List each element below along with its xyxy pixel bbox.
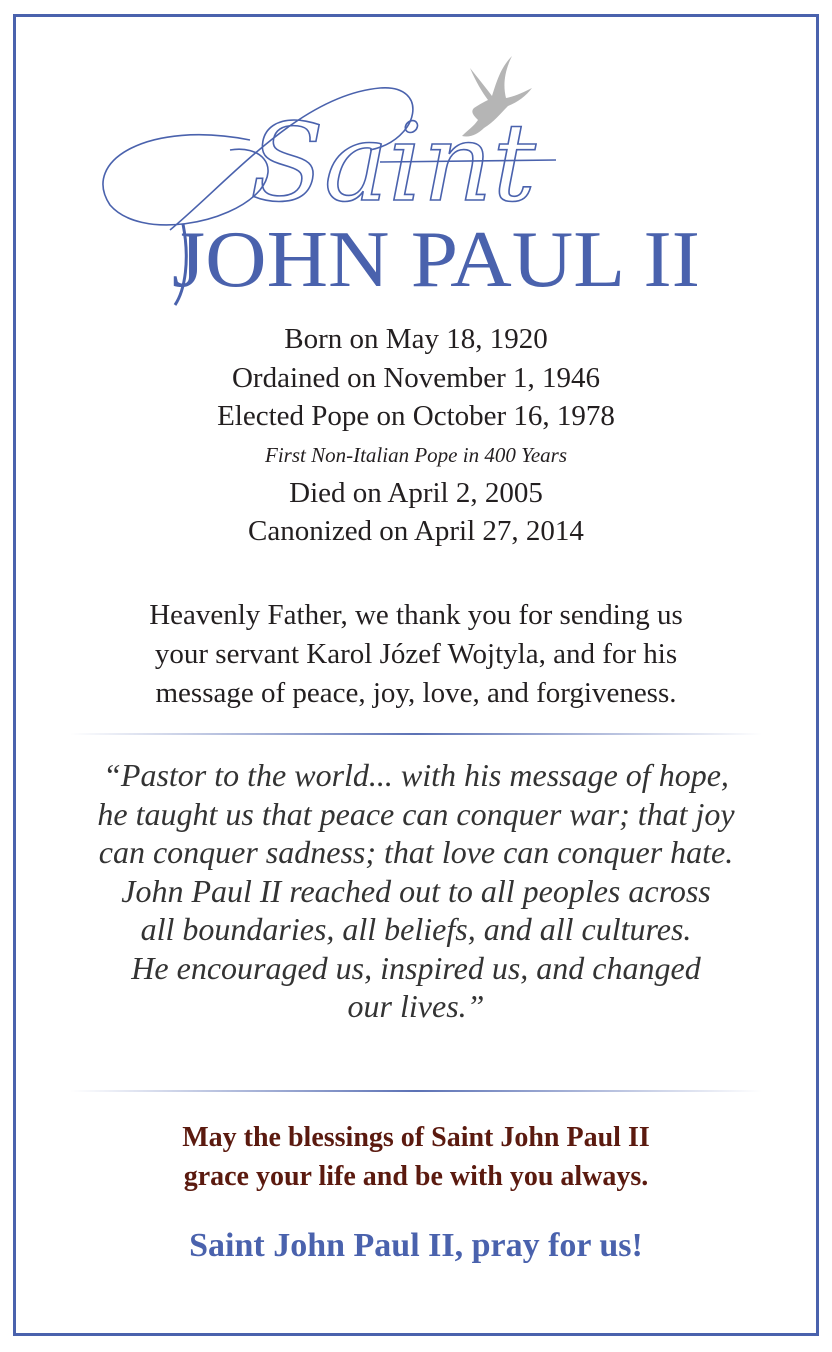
script-title: Saint bbox=[250, 101, 536, 226]
blessing-line: grace your life and be with you always. bbox=[183, 1161, 649, 1192]
quote-block bbox=[0, 756, 832, 1026]
quote-line: can conquer sadness; that love can conquer hate. bbox=[98, 834, 734, 870]
flourish-swirl bbox=[103, 135, 268, 225]
prayer-line: your servant Karol Józef Wojtyla, and for his bbox=[154, 638, 678, 670]
fact-canonized: Canonized on April 27, 2014 bbox=[248, 515, 584, 547]
blessing-text bbox=[0, 1118, 832, 1196]
fact-elected: Elected Pope on October 16, 1978 bbox=[217, 400, 615, 432]
quote-line: “Pastor to the world... with his message of hope, bbox=[103, 757, 729, 793]
fact-born: Born on May 18, 1920 bbox=[284, 323, 548, 355]
name-title: JOHN PAUL II bbox=[172, 216, 700, 304]
quote-line: He encouraged us, inspired us, and changed bbox=[131, 949, 701, 986]
fact-died: Died on April 2, 2005 bbox=[289, 476, 543, 509]
divider-top bbox=[70, 733, 762, 735]
blessing-line: May the blessings of Saint John Paul II bbox=[182, 1122, 650, 1153]
quote-line: John Paul II reached out to all peoples across bbox=[121, 872, 711, 909]
quote-line: our lives.” bbox=[347, 988, 485, 1024]
prayer-line: message of peace, joy, love, and forgiveness. bbox=[155, 677, 677, 709]
fact-elected-note: First Non-Italian Pope in 400 Years bbox=[265, 442, 567, 467]
title-artwork bbox=[0, 0, 832, 320]
prayer-text bbox=[0, 596, 832, 713]
closing-invocation: Saint John Paul II, pray for us! bbox=[189, 1227, 643, 1264]
quote-line: all boundaries, all beliefs, and all cultures. bbox=[140, 911, 692, 947]
prayer-line: Heavenly Father, we thank you for sending us bbox=[149, 599, 683, 631]
divider-bottom bbox=[70, 1090, 762, 1092]
fact-ordained: Ordained on November 1, 1946 bbox=[231, 361, 601, 394]
quote-line: he taught us that peace can conquer war; that joy bbox=[97, 795, 735, 832]
biography-facts bbox=[0, 320, 832, 551]
